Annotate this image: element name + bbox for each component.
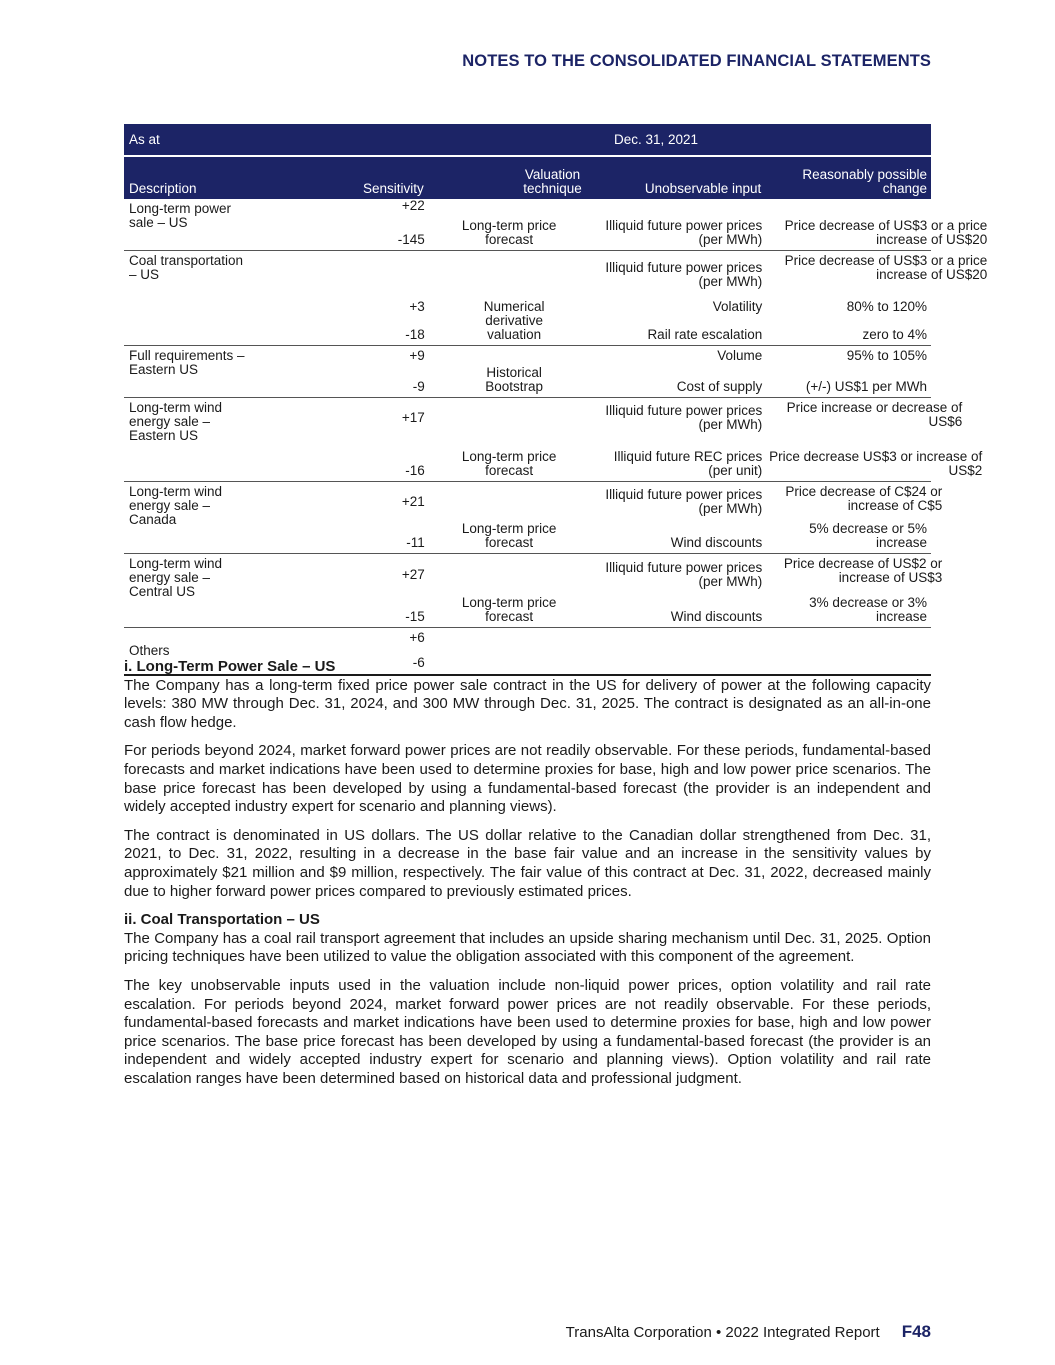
sensitivity-value: -15 (405, 609, 425, 624)
valuation-technique: Historical Bootstrap (485, 365, 544, 394)
sensitivity-value: -9 (412, 379, 425, 394)
sensitivity-table (124, 124, 988, 676)
row-description: Others (129, 643, 170, 658)
possible-change: (+/-) US$1 per MWh (805, 379, 927, 394)
valuation-technique: Long-term price forecast (461, 449, 557, 478)
valuation-technique: Long-term price forecast (461, 218, 557, 247)
possible-change: 95% to 105% (846, 348, 927, 363)
sensitivity-value: -16 (405, 463, 425, 478)
row-description: Long-term wind energy sale – Eastern US (129, 400, 223, 443)
column-header: Description (124, 156, 256, 199)
sensitivity-value: +3 (409, 299, 425, 314)
possible-change: Price decrease of US$3 or a price increase of US$20 (784, 253, 988, 282)
paragraph: The Company has a long-term fixed price power sale contract in the US for delivery of power at the following capacity levels: 380 MW through Dec. 31, 2024, and 300 MW through Dec. 31, 2025. The contract is designated as an all-in-one cash flow hedge. (124, 676, 931, 731)
unobservable-input: Rail rate escalation (647, 327, 763, 342)
sensitivity-value: +22 (401, 198, 425, 213)
unobservable-input: Illiquid future power prices (per MWh) (605, 487, 763, 516)
column-header: Unobservable input (594, 156, 763, 199)
table-row (124, 554, 931, 597)
table-row (124, 346, 931, 373)
row-description: Long-term wind energy sale – Canada (129, 484, 223, 527)
table-row (124, 628, 931, 651)
unobservable-input: Illiquid future power prices (per MWh) (605, 560, 763, 589)
unobservable-input: Wind discounts (670, 609, 763, 624)
row-description: Coal transportation – US (129, 253, 244, 282)
unobservable-input: Illiquid future REC prices (per unit) (613, 449, 763, 478)
column-header: Sensitivity (256, 156, 425, 199)
unobservable-input: Volume (717, 348, 763, 363)
possible-change: Price decrease of US$2 or increase of US$3 (783, 556, 943, 585)
table-row (124, 251, 931, 295)
unobservable-input: Volatility (712, 299, 763, 314)
as-at-date: Dec. 31, 2021 (256, 124, 931, 156)
possible-change: zero to 4% (862, 327, 927, 342)
column-header: Valuation technique (425, 156, 594, 199)
table-row (124, 482, 931, 523)
sensitivity-value: -6 (412, 655, 425, 670)
possible-change: 5% decrease or 5% increase (809, 521, 927, 550)
unobservable-input: Cost of supply (676, 379, 763, 394)
table-row (124, 398, 931, 439)
table-row (124, 199, 931, 219)
unobservable-input: Illiquid future power prices (per MWh) (605, 260, 763, 289)
table-header-row-as-at (124, 124, 931, 156)
section-heading: i. Long-Term Power Sale – US (124, 658, 336, 675)
paragraph: For periods beyond 2024, market forward power prices are not readily observable. For these periods, fundamental-based forecasts and market indications have been used to determine proxies for base, high and low power price scenarios. The base price forecast has been developed by using a fundamental-based forecast (the provider is an independent and widely accepted industry expert for scenario and planning views). (124, 742, 931, 816)
sensitivity-value: +27 (401, 567, 425, 582)
possible-change: 80% to 120% (846, 299, 927, 314)
sensitivity-value: -18 (405, 327, 425, 342)
sensitivity-value: -11 (406, 535, 425, 550)
sensitivity-value: -145 (397, 232, 425, 247)
valuation-technique: Long-term price forecast (461, 521, 557, 550)
unobservable-input: Wind discounts (670, 535, 763, 550)
sensitivity-value: +21 (401, 494, 425, 509)
page-number: F48 (901, 1322, 931, 1341)
row-description: Long-term wind energy sale – Central US (129, 556, 223, 599)
section-heading: ii. Coal Transportation – US (124, 911, 320, 929)
paragraph: The contract is denominated in US dollars. The US dollar relative to the Canadian dollar strengthened from Dec. 31, 2021, to Dec. 31, 2022, resulting in a decrease in the base fair value and an increase in the sensitivity values by approximately $21 million and $9 million, respectively. The fair value of this contract at Dec. 31, 2022, decreased mainly due to higher forward power prices compared to previously estimated prices. (124, 826, 931, 900)
possible-change: Price decrease of US$3 or a price increase of US$20 (784, 218, 988, 247)
sensitivity-value: +6 (409, 630, 425, 645)
column-header: Reasonably possible change (762, 156, 931, 199)
possible-change: 3% decrease or 3% increase (809, 595, 927, 624)
footer-report-title: TransAlta Corporation • 2022 Integrated Report (565, 1324, 880, 1341)
possible-change: Price decrease of C$24 or increase of C$5 (785, 484, 943, 513)
notes-body (124, 658, 931, 1098)
possible-change: Price increase or decrease of US$6 (786, 400, 963, 429)
paragraph: The Company has a coal rail transport agreement that includes an upside sharing mechanism until Dec. 31, 2025. Option pricing techniques have been utilized to value the obligation associated with this component of the agreement. (124, 929, 931, 966)
valuation-technique: Long-term price forecast (461, 595, 557, 624)
sensitivity-value: +17 (401, 410, 425, 425)
page-header-title: NOTES TO THE CONSOLIDATED FINANCIAL STATEMENTS (462, 52, 931, 70)
page-footer (566, 1322, 931, 1342)
unobservable-input: Illiquid future power prices (per MWh) (605, 218, 763, 247)
row-description: Long-term power sale – US (129, 201, 232, 230)
valuation-technique: Numerical derivative valuation (483, 299, 545, 342)
as-at-label: As at (124, 124, 256, 156)
paragraph: The key unobservable inputs used in the valuation include non-liquid power prices, option volatility and rail rate escalation. For periods beyond 2024, market forward power prices are not readily observable. For these periods, fundamental-based forecasts and market indications have been used to determine proxies for base, high and low power price scenarios. The base price forecast has been developed by using a fundamental-based forecast (the provider is an independent and widely accepted industry expert for scenario and planning views). Option volatility and rail rate escalation ranges have been determined based on historical data and professional judgment. (124, 976, 931, 1087)
sensitivity-value: +9 (409, 348, 425, 363)
unobservable-input: Illiquid future power prices (per MWh) (605, 403, 763, 432)
possible-change: Price decrease US$3 or increase of US$2 (769, 449, 983, 478)
row-description: Full requirements – Eastern US (129, 348, 245, 377)
table-column-headers (124, 156, 931, 199)
